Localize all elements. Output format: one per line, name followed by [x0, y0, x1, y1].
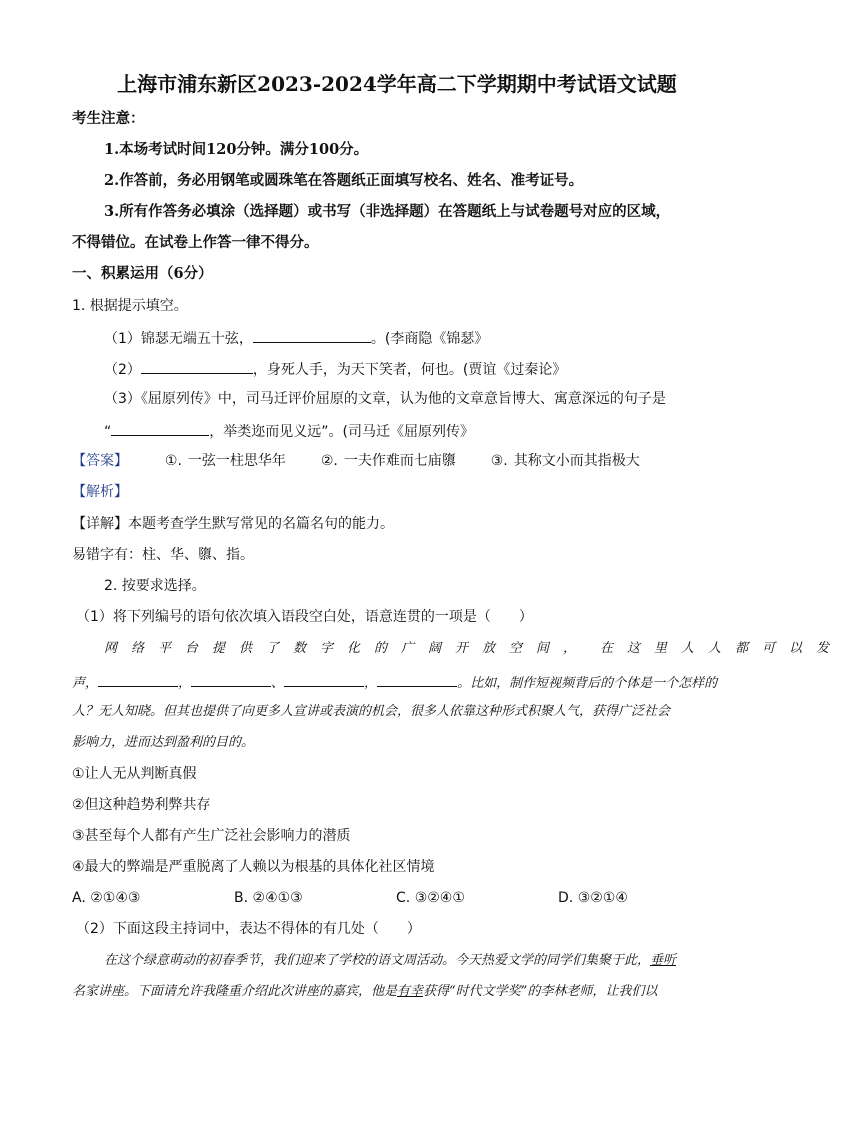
- q2-sub1-para-line1: [104, 640, 843, 658]
- sub2-line2-b: 获得“时代文学奖”的李林老师，让我们以: [423, 984, 658, 999]
- answer-3: 其称文小而其指极大: [513, 453, 640, 469]
- option-a[interactable]: [72, 889, 140, 907]
- q2-sub2-question: （2）下面这段主持词中，表达不得体的有几处（ ）: [76, 921, 421, 937]
- q1-part3-line2: [104, 421, 474, 441]
- q1-part3-text-b: ，举类迩而见义远”。(司马迁《屈原列传》: [209, 424, 474, 440]
- q1-part1: [104, 328, 488, 348]
- q2-sub1-question: （1）将下列编号的语句依次填入语段空白处，语意连贯的一项是（ ）: [76, 609, 533, 625]
- q1-stem: 1. 根据提示填空。: [72, 298, 188, 314]
- page-title: 上海市浦东新区2023-2024学年高二下学期期中考试语文试题: [117, 72, 677, 96]
- answer-tag: 【答案】: [72, 453, 128, 469]
- para-blank-2[interactable]: [191, 672, 271, 687]
- para-line1-b: 在这里人人都可以发: [600, 641, 843, 656]
- answer-2-mark: ②.: [320, 453, 338, 469]
- sentence-4: ④最大的弊端是严重脱离了人赖以为根基的具体化社区情境: [72, 859, 435, 875]
- q1-part3-blank[interactable]: [111, 421, 209, 436]
- answer-3-mark: ③.: [490, 453, 508, 469]
- q1-part2-text-b: ，身死人手，为天下笑者，何也。(贾谊《过秦论》: [252, 362, 567, 378]
- q1-part2-text-a: （2）: [104, 362, 141, 378]
- q1-part2-blank[interactable]: [141, 359, 253, 374]
- notice-item-1: 1.本场考试时间120分钟。满分100分。: [104, 141, 369, 158]
- sub2-underlined-1: 垂听: [650, 953, 677, 968]
- notice-item-2: 2.作答前，务必用钢笔或圆珠笔在答题纸正面填写校名、姓名、准考证号。: [104, 172, 584, 189]
- sentence-2: ②但这种趋势利弊共存: [72, 797, 211, 813]
- answer-1-mark: ①.: [164, 453, 182, 469]
- q1-answer-row: [72, 452, 640, 470]
- para-blank-4[interactable]: [377, 672, 457, 687]
- para-sep-1: ，: [178, 676, 192, 691]
- q1-part1-text-a: （1）锦瑟无端五十弦，: [104, 331, 253, 347]
- sentence-3: ③甚至每个人都有产生广泛社会影响力的潜质: [72, 828, 351, 844]
- option-c[interactable]: [396, 889, 465, 907]
- option-c-label: C.: [396, 890, 411, 906]
- option-d-value: ③②①④: [577, 890, 628, 906]
- sub2-underlined-2: 有幸: [397, 984, 424, 999]
- sub2-line1-a: 在这个绿意萌动的初春季节，我们迎来了学校的语文周活动。今天热爱文学的同学们集聚于此，: [104, 953, 651, 968]
- option-b-label: B.: [234, 890, 249, 906]
- para-line2-b: 。比如，制作短视频背后的个体是一个怎样的: [457, 676, 718, 691]
- option-b[interactable]: [234, 889, 303, 907]
- para-blank-1[interactable]: [98, 672, 178, 687]
- para-line2-a: 声，: [72, 676, 99, 691]
- sub2-line2-a: 名家讲座。下面请允许我隆重介绍此次讲座的嘉宾，他是: [72, 984, 398, 999]
- para-line1-a: 网络平台提供了数字化的广阔开放空间，: [104, 641, 591, 656]
- option-c-value: ③②④①: [414, 890, 465, 906]
- notice-heading: 考生注意：: [72, 110, 145, 127]
- q2-sub1-para-line4: 影响力，进而达到盈利的目的。: [72, 735, 255, 750]
- q1-part3-line1: （3）《屈原列传》中，司马迁评价屈原的文章，认为他的文章意旨博大、寓意深远的句子是: [104, 391, 666, 407]
- q1-part2: [104, 359, 566, 379]
- para-sep-3: ，: [364, 676, 378, 691]
- section-heading: 一、积累运用（6分）: [72, 265, 213, 282]
- para-blank-3[interactable]: [284, 672, 364, 687]
- q1-part1-text-b: 。(李商隐《锦瑟》: [370, 331, 489, 347]
- notice-item-3-cont: 不得错位。在试卷上作答一律不得分。: [72, 234, 319, 251]
- error-chars: 易错字有：柱、华、隳、指。: [72, 547, 254, 563]
- q2-sub2-para-line1: [104, 952, 676, 970]
- option-d[interactable]: [558, 889, 628, 907]
- q2-stem: 2. 按要求选择。: [104, 578, 206, 594]
- answer-1: 一弦一柱思华年: [187, 453, 286, 469]
- q2-sub2-para-line2: [72, 983, 657, 1001]
- notice-item-3: 3.所有作答务必填涂（选择题）或书写（非选择题）在答题纸上与试卷题号对应的区域，: [104, 203, 671, 220]
- para-sep-2: 、: [271, 676, 285, 691]
- option-d-label: D.: [558, 890, 574, 906]
- q1-part1-blank[interactable]: [253, 328, 371, 343]
- sentence-1: ①让人无从判断真假: [72, 766, 197, 782]
- q1-part3-text-a: “: [104, 424, 112, 440]
- q2-sub1-para-line2: [72, 672, 717, 693]
- detail-text: 【详解】本题考查学生默写常见的名篇名句的能力。: [72, 516, 394, 532]
- q2-sub1-para-line3: 人？无人知晓。但其也提供了向更多人宣讲或表演的机会，很多人依靠这种形式积聚人气，获得广泛社会: [72, 704, 671, 719]
- option-b-value: ②④①③: [252, 890, 303, 906]
- option-a-label: A.: [72, 890, 86, 906]
- answer-2: 一夫作难而七庙隳: [343, 453, 456, 469]
- analysis-tag: 【解析】: [72, 484, 128, 500]
- option-a-value: ②①④③: [90, 890, 141, 906]
